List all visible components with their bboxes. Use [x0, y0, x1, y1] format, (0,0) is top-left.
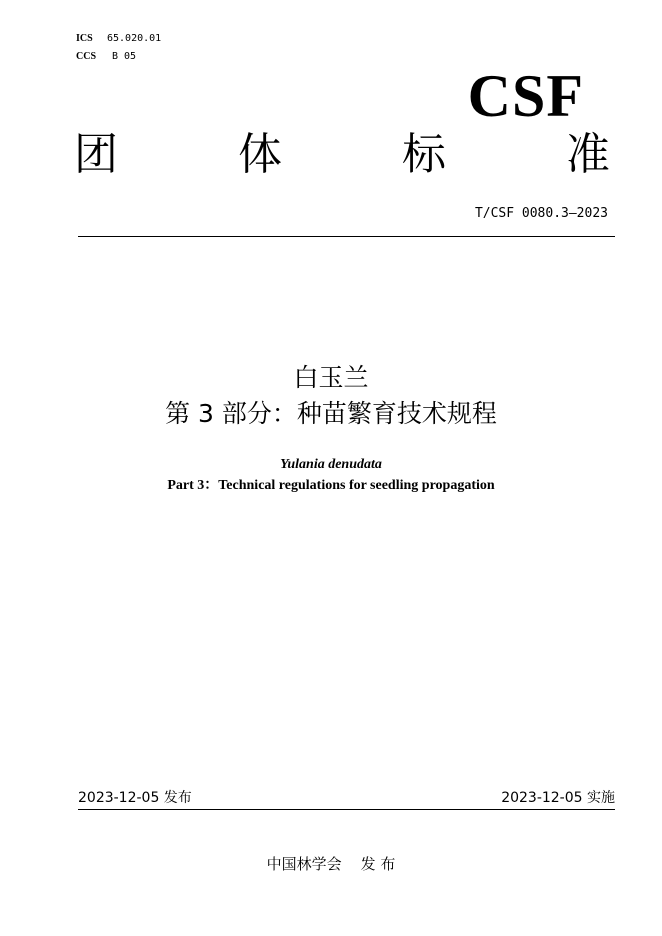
ccs-value: B 05 — [112, 51, 137, 62]
implement-date: 2023-12-05 实施 — [501, 790, 615, 806]
document-type — [74, 128, 610, 182]
publish-date: 2023-12-05 发布 — [78, 790, 192, 806]
publisher: 中国林学会 发 布 — [266, 855, 396, 873]
doc-type-char: 团 — [74, 129, 118, 180]
csf-logo: CSF — [467, 63, 584, 129]
doc-type-char: 准 — [566, 129, 610, 180]
doc-type-char: 体 — [238, 129, 282, 180]
title-en-line2: Part 3：Technical regulations for seedling propagation — [167, 478, 495, 493]
standard-number: T/CSF 0080.3—2023 — [474, 206, 608, 221]
ics-label: ICS — [76, 33, 93, 44]
title-zh-line1: 白玉兰 — [293, 363, 369, 392]
title-en-line1: Yulania denudata — [280, 457, 382, 472]
ics-value: 65.020.01 — [107, 33, 162, 44]
title-zh-line2: 第 3 部分：种苗繁育技术规程 — [165, 399, 497, 428]
ccs-code — [76, 51, 136, 63]
footer-divider — [78, 809, 615, 810]
header-divider — [78, 236, 615, 237]
doc-type-char: 标 — [402, 129, 446, 180]
ccs-label: CCS — [76, 51, 97, 62]
ics-code — [76, 33, 161, 45]
